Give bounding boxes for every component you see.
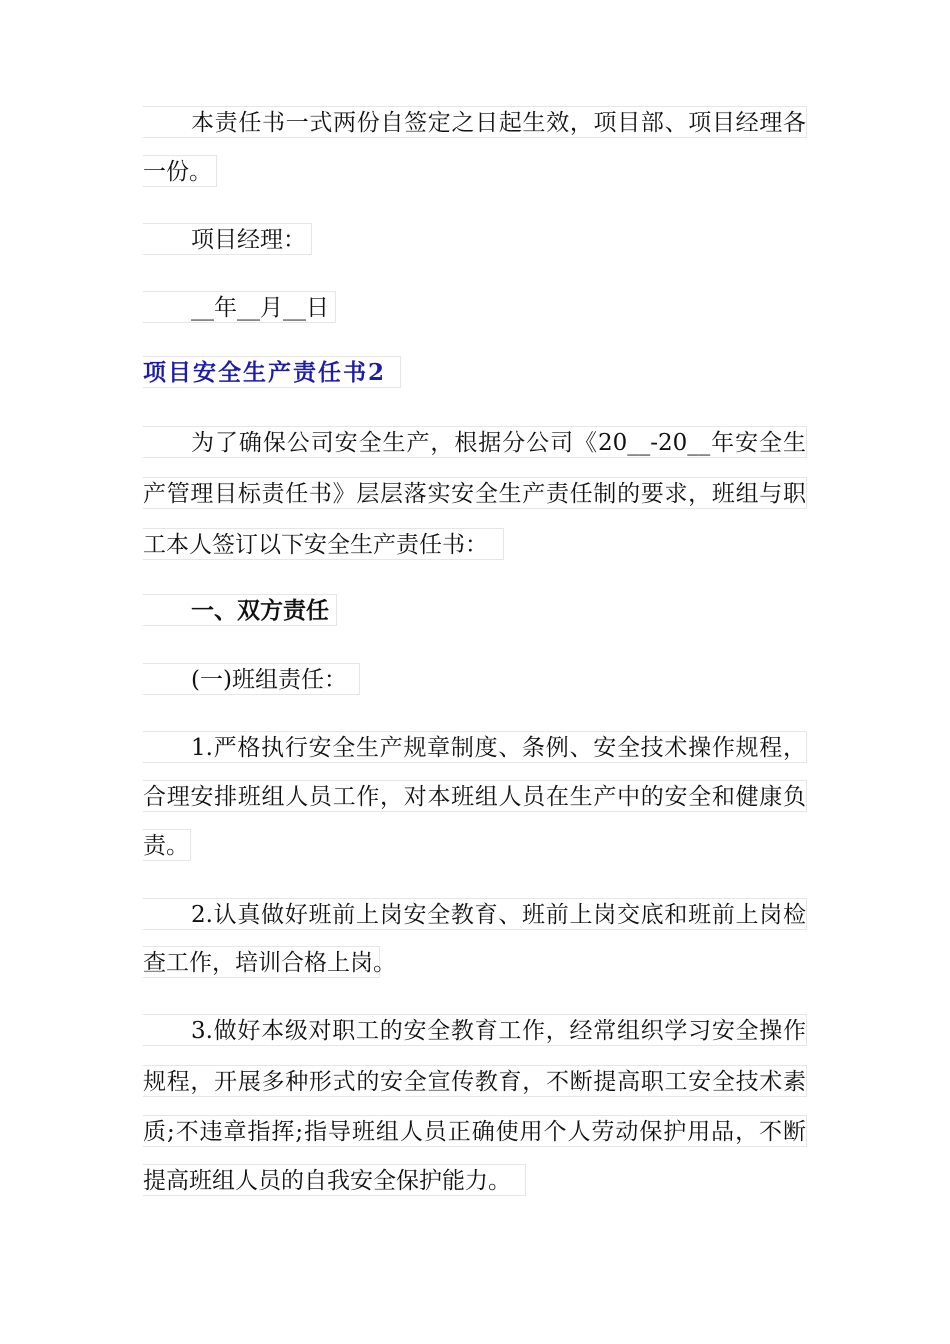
signature-label: 项目经理： <box>143 223 312 255</box>
intro-line-2: 产管理目标责任书》层层落实安全生产责任制的要求，班组与职 <box>143 477 807 509</box>
subheading-team-responsibility: (一)班组责任： <box>143 663 360 695</box>
intro-line-1: 为了确保公司安全生产，根据分公司《20__-20__年安全生 <box>143 426 807 458</box>
paragraph-validity-line-2: 一份。 <box>143 155 217 187</box>
item-3-line-4: 提高班组人员的自我安全保护能力。 <box>143 1164 526 1196</box>
item-1-line-2: 合理安排班组人员工作，对本班组人员在生产中的安全和健康负 <box>143 780 807 812</box>
paragraph-validity-line-1: 本责任书一式两份自签定之日起生效，项目部、项目经理各 <box>143 106 807 138</box>
item-2-line-1: 2.认真做好班前上岗安全教育、班前上岗交底和班前上岗检 <box>143 898 807 930</box>
section-title: 项目安全生产责任书2 <box>143 356 401 388</box>
heading-mutual-responsibility: 一、双方责任 <box>143 594 337 626</box>
item-2-line-2: 查工作，培训合格上岗。 <box>143 946 380 978</box>
date-line: __年__月__日 <box>143 291 336 323</box>
item-3-line-2: 规程，开展多种形式的安全宣传教育，不断提高职工安全技术素 <box>143 1065 807 1097</box>
item-1-line-1: 1.严格执行安全生产规章制度、条例、安全技术操作规程， <box>143 731 807 763</box>
item-1-line-3: 责。 <box>143 829 191 861</box>
item-3-line-3: 质;不违章指挥;指导班组人员正确使用个人劳动保护用品，不断 <box>143 1115 807 1147</box>
item-3-line-1: 3.做好本级对职工的安全教育工作，经常组织学习安全操作 <box>143 1014 807 1046</box>
intro-line-3: 工本人签订以下安全生产责任书： <box>143 528 504 560</box>
